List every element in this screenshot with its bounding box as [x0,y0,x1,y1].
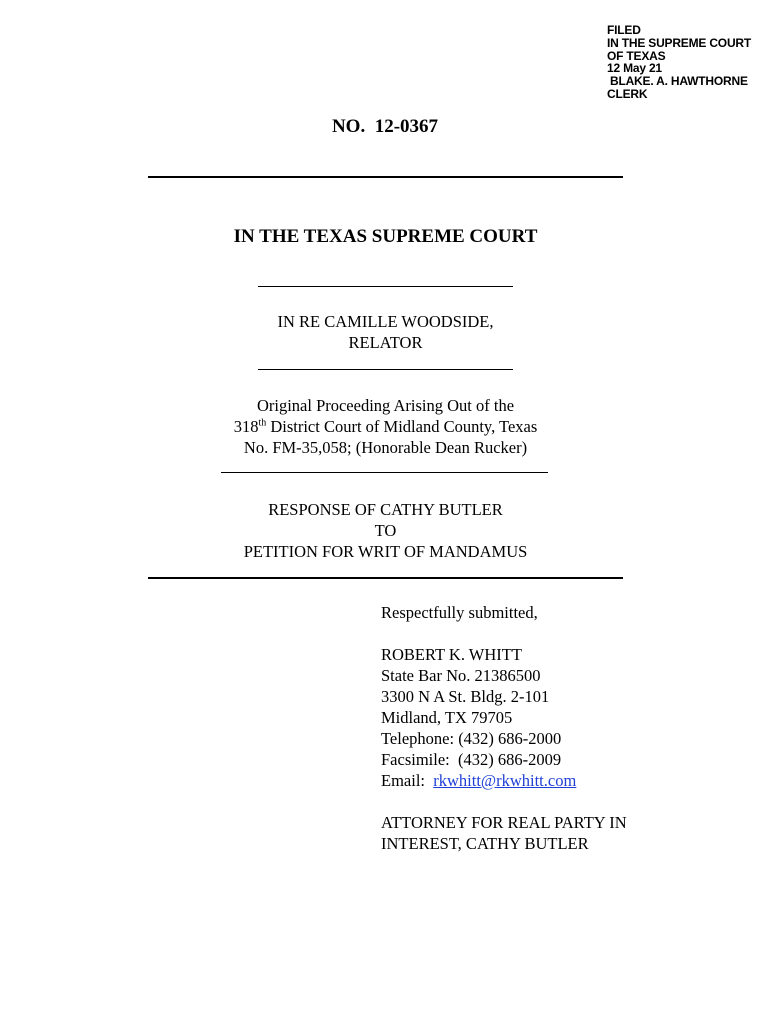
stamp-clerk-title: CLERK [607,86,648,101]
case-number-heading [0,116,770,138]
case-caption [148,311,623,353]
document-title-line-3: PETITION FOR WRIT OF MANDAMUS [243,542,528,561]
district-court: District Court of Midland County, Texas [266,417,538,436]
proceeding-line-2 [148,416,623,437]
caption-top-divider [258,286,513,287]
attorney-name: ROBERT K. WHITT [381,645,522,664]
case-number: NO. 12-0367 [331,116,439,137]
stamp-filed: FILED [607,23,641,37]
email-link[interactable]: rkwhitt@rkwhitt.com [433,771,577,790]
closing-text: Respectfully submitted, [381,603,538,622]
email-line [381,770,627,791]
address-line-2: Midland, TX 79705 [381,708,513,727]
court-title: IN THE TEXAS SUPREME COURT [233,226,538,247]
facsimile: Facsimile: (432) 686-2009 [381,750,562,769]
signature-spacer-2 [381,791,627,812]
top-divider [148,176,623,178]
stamp-court: IN THE SUPREME COURT [607,35,752,50]
bottom-divider [148,577,623,579]
document-title [148,499,623,562]
caption-party: IN RE CAMILLE WOODSIDE, [277,312,494,331]
caption-bottom-divider [258,369,513,370]
email-label: Email: [381,771,434,790]
attorney-role-line-1: ATTORNEY FOR REAL PARTY IN [381,813,627,832]
signature-spacer [381,623,627,644]
district-number: 318 [233,417,259,436]
filing-stamp [607,24,751,101]
document-title-line-1: RESPONSE OF CATHY BUTLER [268,500,503,519]
stamp-clerk-name: BLAKE. A. HAWTHORNE [610,74,748,89]
bar-number: State Bar No. 21386500 [381,666,541,685]
telephone: Telephone: (432) 686-2000 [381,729,562,748]
address-line-1: 3300 N A St. Bldg. 2-101 [381,687,550,706]
document-title-line-2: TO [374,521,397,540]
proceeding-line-3: No. FM-35,058; (Honorable Dean Rucker) [243,438,528,457]
stamp-state: OF TEXAS [607,48,666,63]
ordinal-suffix: th [258,417,267,429]
stamp-date: 12 May 21 [607,61,662,76]
proceeding-info [148,395,623,458]
signature-block [381,602,627,854]
caption-role: RELATOR [348,333,423,352]
proceeding-line-1: Original Proceeding Arising Out of the [256,396,515,415]
attorney-role-line-2: INTEREST, CATHY BUTLER [381,834,589,853]
proceeding-divider [221,472,548,473]
